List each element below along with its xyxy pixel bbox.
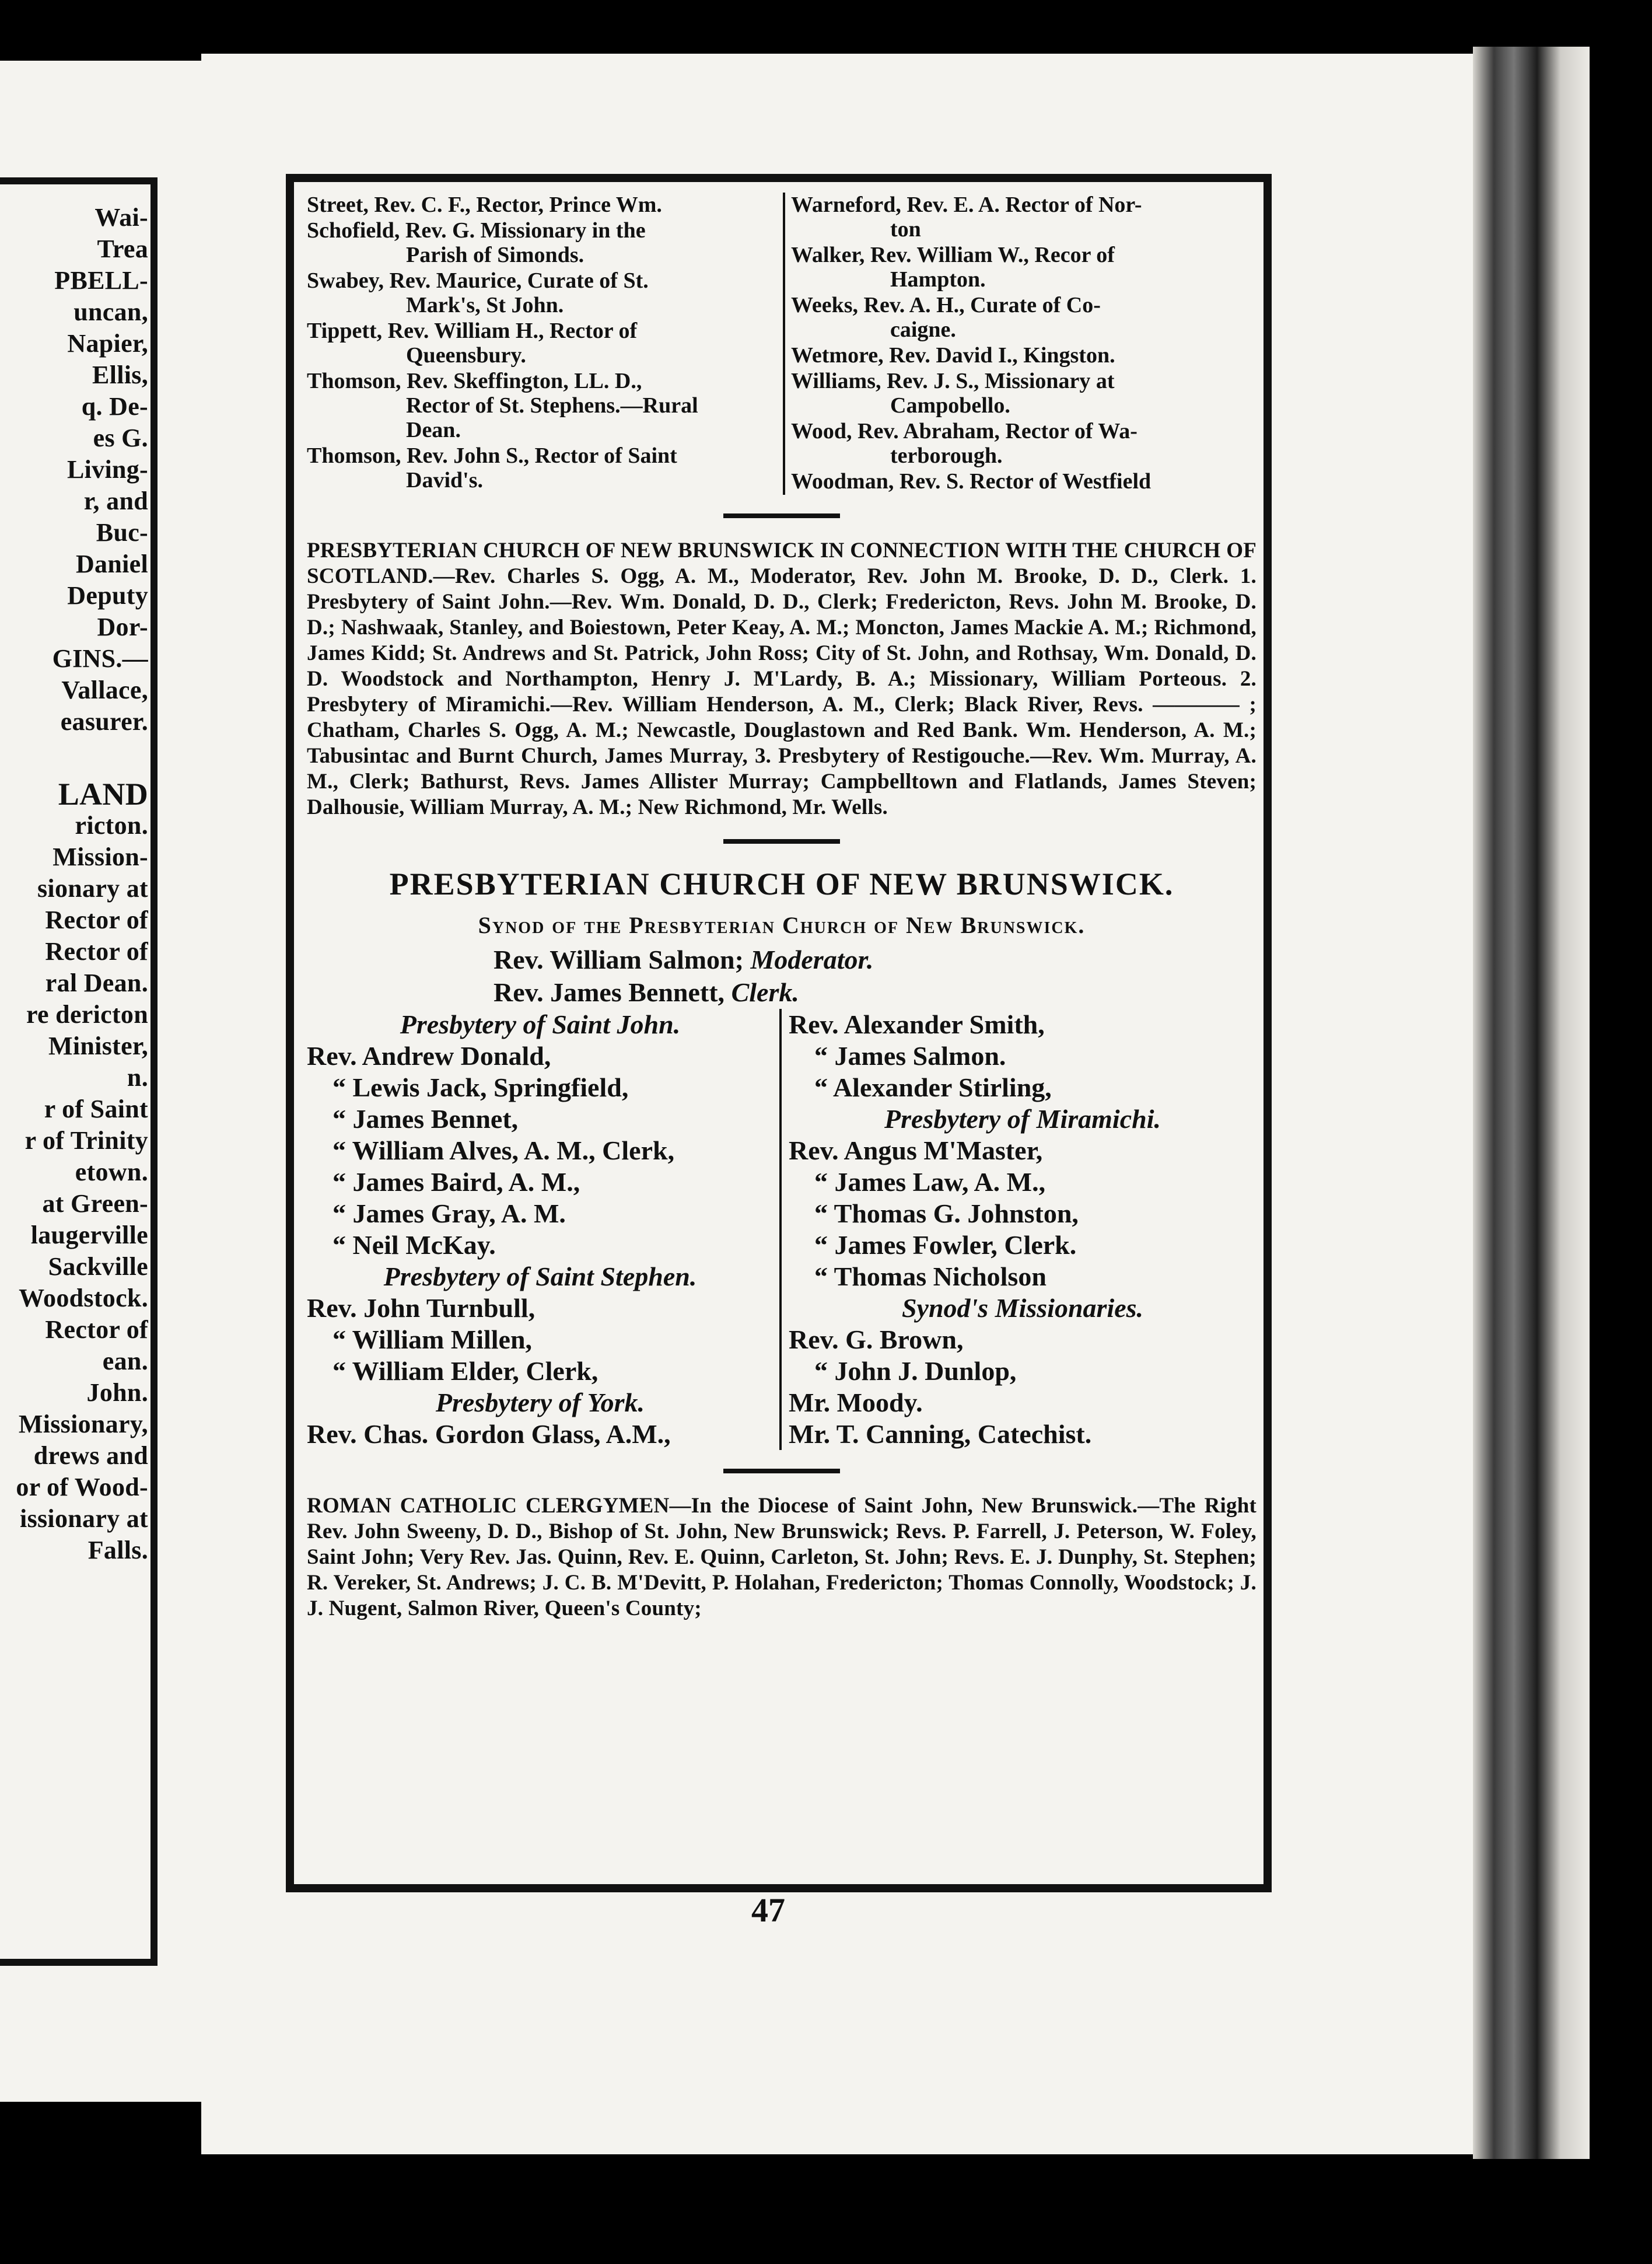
left-page-line: Daniel	[75, 550, 148, 578]
left-page-line: Rector of	[45, 937, 148, 966]
clergy-entry-line: Thomson, Rev. John S., Rector of Saint	[307, 443, 677, 468]
clergy-entry	[307, 193, 777, 217]
left-page-line: Mission-	[52, 843, 148, 871]
clergy-entry	[791, 343, 1256, 368]
left-page-line: Buc-	[96, 518, 148, 547]
minister-name: “ John J. Dunlop,	[814, 1356, 1017, 1386]
officer-role: Clerk.	[731, 977, 799, 1007]
clergy-entry-line: Weeks, Rev. A. H., Curate of Co-	[791, 293, 1101, 317]
clergy-entry	[791, 419, 1256, 468]
clergy-entry-line: David's.	[406, 468, 483, 492]
clergy-entry-line: caigne.	[890, 317, 956, 342]
clergy-entry	[307, 369, 777, 442]
left-page-line: drews and	[33, 1441, 148, 1470]
clergy-entry-line: Dean.	[406, 418, 461, 442]
left-page-line: at Green-	[42, 1189, 148, 1218]
presbytery-subheading: Presbytery of Saint John.	[400, 1009, 681, 1039]
clergy-entry	[791, 469, 1256, 494]
left-page-line: easurer.	[60, 707, 148, 736]
presbytery-column-right	[779, 1009, 1256, 1450]
left-page-line: re dericton	[26, 1000, 148, 1029]
minister-name: Mr. Moody.	[789, 1388, 923, 1417]
left-page-line: uncan,	[74, 298, 148, 326]
clergy-entry-line: ton	[890, 217, 921, 242]
clergy-entry-line: Williams, Rev. J. S., Missionary at	[791, 369, 1115, 393]
left-page-line: q. De-	[81, 392, 148, 421]
clergy-entry	[307, 218, 777, 267]
left-page-line: Falls.	[88, 1536, 148, 1564]
minister-name: “ Thomas G. Johnston,	[814, 1199, 1079, 1228]
left-page-line: Woodstock.	[19, 1284, 148, 1312]
section-divider	[723, 513, 840, 518]
minister-name: “ Neil McKay.	[332, 1230, 496, 1260]
left-page-text	[0, 202, 148, 1607]
minister-name: “ James Law, A. M.,	[814, 1167, 1046, 1197]
left-page-line: sionary at	[37, 874, 148, 903]
nb-presbyterian-heading: PRESBYTERIAN CHURCH OF NEW BRUNSWICK.	[389, 867, 1174, 902]
minister-name: “ Thomas Nicholson	[814, 1262, 1046, 1291]
clergy-entry-line: Mark's, St John.	[406, 293, 564, 317]
minister-name: “ James Bennet,	[332, 1104, 519, 1134]
directory-content	[307, 193, 1256, 1622]
left-page-line: ricton.	[75, 811, 148, 840]
clergy-entry	[307, 443, 777, 492]
minister-name: “ William Millen,	[332, 1325, 533, 1354]
clergy-entry	[791, 243, 1256, 292]
left-page-line: or of Wood-	[16, 1473, 148, 1501]
left-page-line: Vallace,	[61, 676, 148, 704]
minister-name: “ James Fowler, Clerk.	[814, 1230, 1077, 1260]
minister-name: “ William Elder, Clerk,	[332, 1356, 598, 1386]
minister-name: Rev. Alexander Smith,	[789, 1009, 1045, 1039]
clergy-entry-line: Swabey, Rev. Maurice, Curate of St.	[307, 268, 649, 293]
left-page-line: Missionary,	[18, 1410, 148, 1438]
catholic-clergy-paragraph: ROMAN CATHOLIC CLERGYMEN—In the Diocese of Saint John, New Brunswick.—The Right Rev. John Sweeny, D. D., Bishop of St. John, New Brunswick; Revs. P. Farrell, J. Peterson, W. Foley, Saint John; Very Rev. Jas. Quinn, Rev. E. Quinn, Carleton, St. John; Revs. E. J. Dunphy, St. Stephen; R. Vereker, St. Andrews; J. C. B. M'Devitt, P. Holahan, Fredericton; Thomas Connolly, Woodstock; J. J. Nugent, Salmon River, Queen's County;	[307, 1494, 1256, 1620]
left-page-line: PBELL-	[54, 266, 148, 295]
minister-name: Rev. G. Brown,	[789, 1325, 964, 1354]
left-page-line: issionary at	[20, 1504, 148, 1533]
clergy-entry-line: Parish of Simonds.	[406, 243, 584, 267]
left-page-line: ral Dean.	[45, 969, 148, 997]
clergy-entry-line: Schofield, Rev. G. Missionary in the	[307, 218, 646, 243]
clergy-entry-line: Queensbury.	[406, 343, 526, 368]
clergy-entry-line: Tippett, Rev. William H., Rector of	[307, 319, 638, 343]
synod-officers	[307, 944, 1256, 1009]
page-edge	[1473, 47, 1590, 2159]
section-divider	[723, 1469, 840, 1473]
left-page-line: LAND	[58, 777, 148, 812]
left-page-line: Deputy	[67, 581, 148, 610]
left-page-line: Rector of	[45, 1315, 148, 1344]
presbytery-subheading: Presbytery of Saint Stephen.	[383, 1262, 697, 1291]
minister-name: “ James Gray, A. M.	[332, 1199, 566, 1228]
left-page-line: Ellis,	[92, 361, 148, 389]
clergy-entry-line: Woodman, Rev. S. Rector of Westfield	[791, 469, 1152, 494]
presbytery-column-left	[307, 1009, 779, 1450]
left-page-line: Minister,	[48, 1032, 148, 1060]
left-page-line: Rector of	[45, 906, 148, 934]
officer-clerk	[307, 976, 1256, 1009]
page-number: 47	[751, 1891, 785, 1929]
officer-role: Moderator.	[750, 945, 874, 974]
left-page-line: laugerville	[30, 1221, 148, 1249]
minister-name: Rev. Angus M'Master,	[789, 1136, 1043, 1165]
left-page-line: n.	[127, 1063, 148, 1092]
officer-name: Rev. William Salmon;	[494, 945, 744, 974]
clergy-column-right	[785, 193, 1256, 495]
left-page-border-box	[0, 177, 158, 1966]
presbytery-lists	[307, 1009, 1256, 1450]
clergy-entry-line: Thomson, Rev. Skeffington, LL. D.,	[307, 369, 642, 393]
left-page-line: r of Saint	[44, 1095, 148, 1123]
clergy-entry-line: Hampton.	[890, 267, 986, 292]
minister-name: Mr. T. Canning, Catechist.	[789, 1419, 1092, 1449]
left-page-line: r of Trinity	[24, 1126, 148, 1155]
clergy-entry-line: Walker, Rev. William W., Recor of	[791, 243, 1115, 267]
clergy-column-left	[307, 193, 785, 495]
clergy-entry	[791, 193, 1256, 242]
presbytery-subheading: Synod's Missionaries.	[901, 1293, 1144, 1323]
left-page-line: Wai-	[94, 203, 148, 232]
scotland-presbyterian-paragraph: PRESBYTERIAN CHURCH OF NEW BRUNSWICK IN CONNECTION WITH THE CHURCH OF SCOTLAND.—Rev. Charles S. Ogg, A. M., Moderator, Rev. John M. Brooke, D. D., Clerk. 1. Presbytery of Saint John.—Rev. Wm. Donald, D. D., Clerk; Fredericton, Revs. John M. Brooke, D. D.; Nashwaak, Stanley, and Boiestown, Peter Keay, A. M.; Moncton, James Mackie A. M.; Richmond, James Kidd; St. Andrews and St. Patrick, John Ross; City of St. John, and Rothsay, Wm. Donald, D. D. Woodstock and Northampton, Henry J. M'Lardy, B. A.; Missionary, William Porteous. 2. Presbytery of Miramichi.—Rev. William Henderson, A. M., Clerk; Black River, Revs. ———— ; Chatham, Charles S. Ogg, A. M.; Newcastle, Douglastown and Red Bank. Wm. Henderson, A. M.; Tabusintac and Burnt Church, James Murray, 3. Presbytery of Restigouche.—Rev. Wm. Murray, A. M., Clerk; Bathurst, Revs. James Allister Murray; Campbelltown and Flatlands, James Steven; Dalhousie, William Murray, A. M.; New Richmond, Mr. Wells.	[307, 539, 1256, 819]
minister-name: Rev. John Turnbull,	[307, 1293, 536, 1323]
left-page-line: Trea	[97, 235, 148, 263]
clergy-entry-line: Campobello.	[890, 393, 1010, 418]
left-page-line: Napier,	[67, 329, 148, 358]
clergy-entry-line: terborough.	[890, 443, 1003, 468]
minister-name: “ Alexander Stirling,	[814, 1072, 1052, 1102]
clergy-entry	[307, 319, 777, 368]
synod-heading: Synod of the Presbyterian Church of New Brunswick.	[478, 912, 1086, 938]
left-adjacent-page	[0, 61, 201, 2102]
clergy-entry	[307, 268, 777, 317]
left-page-line: r, and	[83, 487, 148, 515]
minister-name: “ James Salmon.	[814, 1041, 1006, 1071]
minister-name: “ James Baird, A. M.,	[332, 1167, 580, 1197]
officer-moderator	[307, 944, 1256, 976]
officer-name: Rev. James Bennett,	[494, 977, 725, 1007]
minister-name: “ Lewis Jack, Springfield,	[332, 1072, 629, 1102]
left-page-line: Sackville	[48, 1252, 148, 1281]
section-divider	[723, 839, 840, 844]
directory-frame	[286, 174, 1272, 1892]
left-page-line: John.	[86, 1378, 148, 1407]
left-page-line: es G.	[93, 424, 148, 452]
clergy-entry-line: Wood, Rev. Abraham, Rector of Wa-	[791, 419, 1138, 443]
clergy-entry	[791, 369, 1256, 418]
left-page-line: Dor-	[97, 613, 148, 641]
minister-name: Rev. Andrew Donald,	[307, 1041, 551, 1071]
left-page-line: GINS.—	[52, 644, 148, 673]
minister-name: “ William Alves, A. M., Clerk,	[332, 1136, 675, 1165]
clergy-entry	[791, 293, 1256, 342]
clergy-entry-line: Warneford, Rev. E. A. Rector of Nor-	[791, 193, 1142, 217]
clergy-entry-line: Street, Rev. C. F., Rector, Prince Wm.	[307, 193, 662, 217]
minister-name: Rev. Chas. Gordon Glass, A.M.,	[307, 1419, 671, 1449]
presbytery-subheading: Presbytery of Miramichi.	[884, 1104, 1161, 1134]
left-page-line: etown.	[75, 1158, 148, 1186]
left-page-line: Living-	[66, 455, 148, 484]
clergy-entry-line: Rector of St. Stephens.—Rural	[406, 393, 698, 418]
left-page-line: ean.	[102, 1347, 148, 1375]
anglican-clergy-list	[307, 193, 1256, 495]
clergy-entry-line: Wetmore, Rev. David I., Kingston.	[791, 343, 1115, 368]
presbytery-subheading: Presbytery of York.	[435, 1388, 645, 1417]
